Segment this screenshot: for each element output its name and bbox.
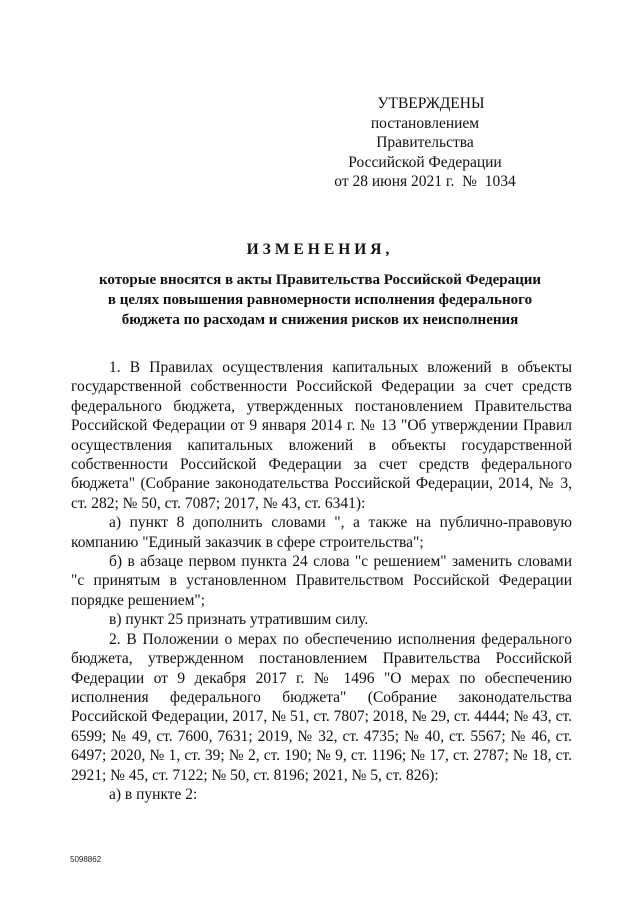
approval-line-1: постановлением Правительства (370, 114, 480, 151)
paragraph-2: 2. В Положении о мерах по обеспечению исполнения федерального бюджета, утвержденном постановлением Правительства Российской Федерации от 9 декабря 2017 г. № 1496 "О мерах по обеспечению исполнения федерального бюджета" (Собрание законодательства Российской Федерации, 2017, № 51, ст. 7807; 2018, № 29, ст. 4444; № 43, ст. 6599; № 49, ст. 7600, 7631; 2019, № 32, ст. 4735; № 40, ст. 5567; № 46, ст. 6497; 2020, № 1, ст. 39; № 2, ст. 190; № 9, ст. 1196; № 17, ст. 2787; № 18, ст. 2921; № 45, ст. 7122; № 50, ст. 8196; 2021, № 5, ст. 826): (71, 630, 572, 784)
approval-line-2: Российской Федерации (348, 153, 502, 171)
paragraph-2a: а) в пункте 2: (109, 785, 198, 803)
approval-title: УТВЕРЖДЕНЫ (377, 95, 485, 112)
approval-date-number: от 28 июня 2021 г. № 1034 (334, 173, 516, 190)
document-subtitle-line-2: в целях повышения равномерности исполнения федерального (107, 292, 533, 308)
document-heading (60, 240, 580, 330)
document-title: ИЗМЕНЕНИЯ, (246, 241, 394, 258)
document-subtitle-line-3: бюджета по расходам и снижения рисков их неисполнения (121, 312, 519, 328)
paragraph-1a: а) пункт 8 дополнить словами ", а также на публично-правовую компанию "Единый заказчик в сфере строительства"; (71, 514, 572, 551)
paragraph-1b: б) в абзаце первом пункта 24 слова "с решением" заменить словами "с принятым в установленном Правительством Российской Федерации порядке решением"; (71, 553, 572, 609)
document-number: 5098862 (70, 855, 102, 864)
paragraph-1c: в) пункт 25 признать утратившим силу. (109, 611, 369, 629)
paragraph-1: 1. В Правилах осуществления капитальных вложений в объекты государственной собственности Российской Федерации за счет средств федерального бюджета, утвержденных постановлением Правительства Российской Федерации от 9 января 2014 г. № 13 "Об утверждении Правил осуществления капитальных вложений в объекты государственной собственности Российской Федерации за счет средств федерального бюджета" (Собрание законодательства Российской Федерации, 2014, № 3, ст. 282; № 50, ст. 7087; 2017, № 43, ст. 6341): (71, 359, 572, 512)
approval-block (330, 94, 520, 192)
document-subtitle-line-1: которые вносятся в акты Правительства Российской Федерации (98, 272, 542, 288)
document-body (71, 358, 572, 804)
